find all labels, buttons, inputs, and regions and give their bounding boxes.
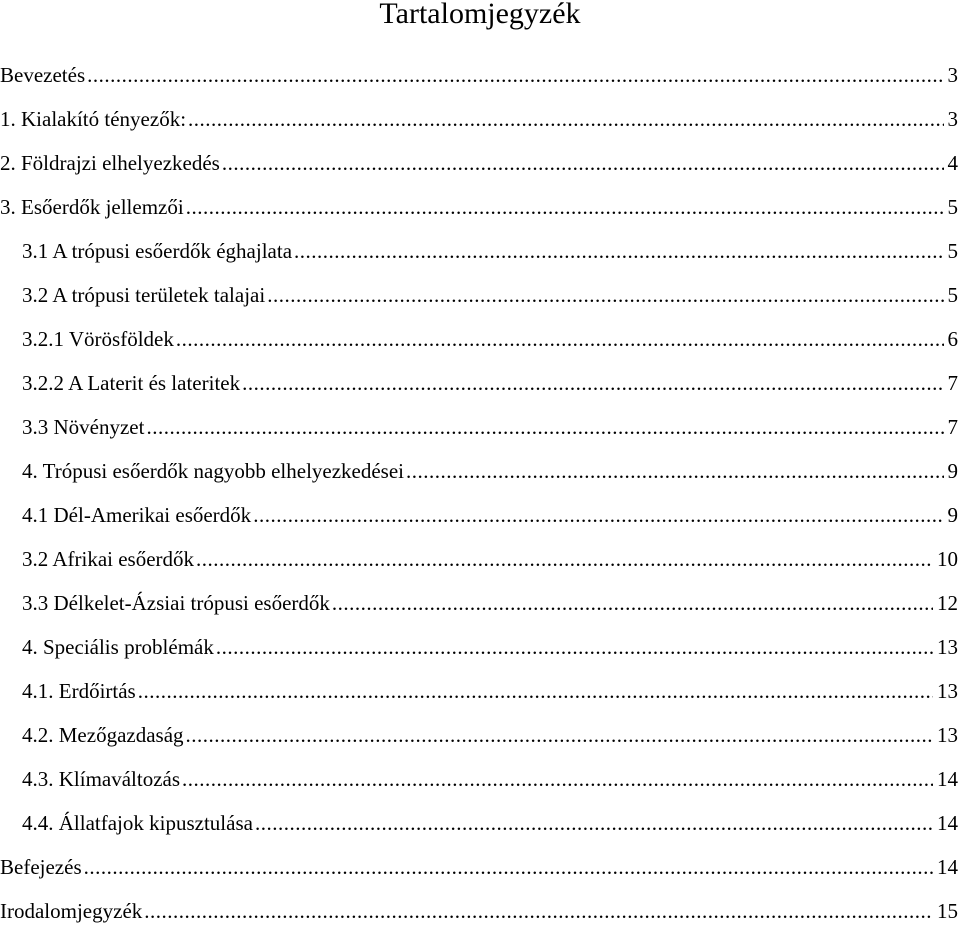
toc-page-number: 6 (944, 317, 960, 361)
toc-leader-dots (84, 845, 933, 889)
toc-entry-label: Bevezetés (0, 53, 87, 97)
toc-page-number: 3 (944, 53, 960, 97)
toc-entry-label: 3.1 A trópusi esőerdők éghajlata (22, 229, 294, 273)
toc-page-number: 5 (944, 229, 960, 273)
toc-leader-dots (294, 229, 943, 273)
page-title: Tartalomjegyzék (0, 0, 960, 32)
toc-page-number: 9 (944, 493, 960, 537)
toc-page-number: 13 (933, 713, 960, 757)
toc-page-number: 7 (944, 405, 960, 449)
toc-entry-laterit[interactable] (0, 361, 960, 405)
toc-leader-dots (255, 801, 933, 845)
toc-leader-dots (138, 669, 933, 713)
toc-leader-dots (186, 185, 944, 229)
toc-entry-vorosfoldek[interactable] (0, 317, 960, 361)
toc-leader-dots (216, 625, 933, 669)
toc-leader-dots (182, 757, 933, 801)
toc-entry-nagyobb-elhelyezkedesei[interactable] (0, 449, 960, 493)
toc-entry-talajai[interactable] (0, 273, 960, 317)
toc-entry-mezogazdasag[interactable] (0, 713, 960, 757)
toc-leader-dots (144, 889, 933, 933)
toc-entry-afrikai[interactable] (0, 537, 960, 581)
toc-entry-erdoirtas[interactable] (0, 669, 960, 713)
toc-leader-dots (406, 449, 943, 493)
toc-leader-dots (186, 713, 933, 757)
toc-entry-label: 4.2. Mezőgazdaság (22, 713, 186, 757)
toc-page-number: 13 (933, 625, 960, 669)
toc-entry-label: 4.4. Állatfajok kipusztulása (22, 801, 255, 845)
toc-entry-foldrajzi-elhelyezkedes[interactable] (0, 141, 960, 185)
toc-leader-dots (222, 141, 944, 185)
toc-page-number: 15 (933, 889, 960, 933)
toc-entry-eghajlat[interactable] (0, 229, 960, 273)
toc-page-number: 10 (933, 537, 960, 581)
toc-leader-dots (332, 581, 933, 625)
toc-entry-label: 3.3 Délkelet-Ázsiai trópusi esőerdők (22, 581, 332, 625)
toc-page-number: 14 (933, 801, 960, 845)
toc-leader-dots (146, 405, 943, 449)
toc-entry-del-amerikai[interactable] (0, 493, 960, 537)
toc-entry-label: 4.1 Dél-Amerikai esőerdők (22, 493, 253, 537)
toc-entry-label: Befejezés (0, 845, 84, 889)
toc-page-number: 4 (944, 141, 960, 185)
toc-entry-label: 3.2 Afrikai esőerdők (22, 537, 196, 581)
toc-leader-dots (242, 361, 943, 405)
toc-entry-bevezetes[interactable] (0, 53, 960, 97)
toc-entry-label: 4. Speciális problémák (22, 625, 216, 669)
toc-page-number: 5 (944, 185, 960, 229)
toc-leader-dots (267, 273, 943, 317)
toc-entry-label: 3.2.1 Vörösföldek (22, 317, 176, 361)
toc-leader-dots (188, 97, 943, 141)
toc-entry-label: 2. Földrajzi elhelyezkedés (0, 141, 222, 185)
toc-entry-esoerdok-jellemzoi[interactable] (0, 185, 960, 229)
toc-page-number: 12 (933, 581, 960, 625)
toc-entry-label: Irodalomjegyzék (0, 889, 144, 933)
toc-entry-label: 4.3. Klímaváltozás (22, 757, 182, 801)
toc-entry-specialis-problemak[interactable] (0, 625, 960, 669)
toc-page-number: 5 (944, 273, 960, 317)
toc-entry-novenyzet[interactable] (0, 405, 960, 449)
toc-entry-irodalomjegyzek[interactable] (0, 889, 960, 933)
toc-entry-label: 1. Kialakító tényezők: (0, 97, 188, 141)
toc-page-number: 7 (944, 361, 960, 405)
toc-entry-delkelet-azsiai[interactable] (0, 581, 960, 625)
toc-page-number: 14 (933, 757, 960, 801)
toc-leader-dots (87, 53, 943, 97)
toc-page-number: 3 (944, 97, 960, 141)
toc-entry-klimavaltozas[interactable] (0, 757, 960, 801)
toc-entry-label: 4. Trópusi esőerdők nagyobb elhelyezkedései (22, 449, 406, 493)
toc-entry-label: 3. Esőerdők jellemzői (0, 185, 186, 229)
toc-entry-label: 3.2 A trópusi területek talajai (22, 273, 267, 317)
toc-page-number: 13 (933, 669, 960, 713)
toc-leader-dots (176, 317, 944, 361)
toc-entry-label: 3.2.2 A Laterit és lateritek (22, 361, 242, 405)
table-of-contents (0, 53, 960, 933)
toc-entry-label: 4.1. Erdőirtás (22, 669, 138, 713)
toc-leader-dots (196, 537, 933, 581)
toc-entry-kialakito-tenyezok[interactable] (0, 97, 960, 141)
toc-leader-dots (253, 493, 943, 537)
toc-page-number: 14 (933, 845, 960, 889)
toc-entry-allatfajok-kipusztulasa[interactable] (0, 801, 960, 845)
toc-page-number: 9 (944, 449, 960, 493)
toc-entry-befejezes[interactable] (0, 845, 960, 889)
toc-entry-label: 3.3 Növényzet (22, 405, 146, 449)
